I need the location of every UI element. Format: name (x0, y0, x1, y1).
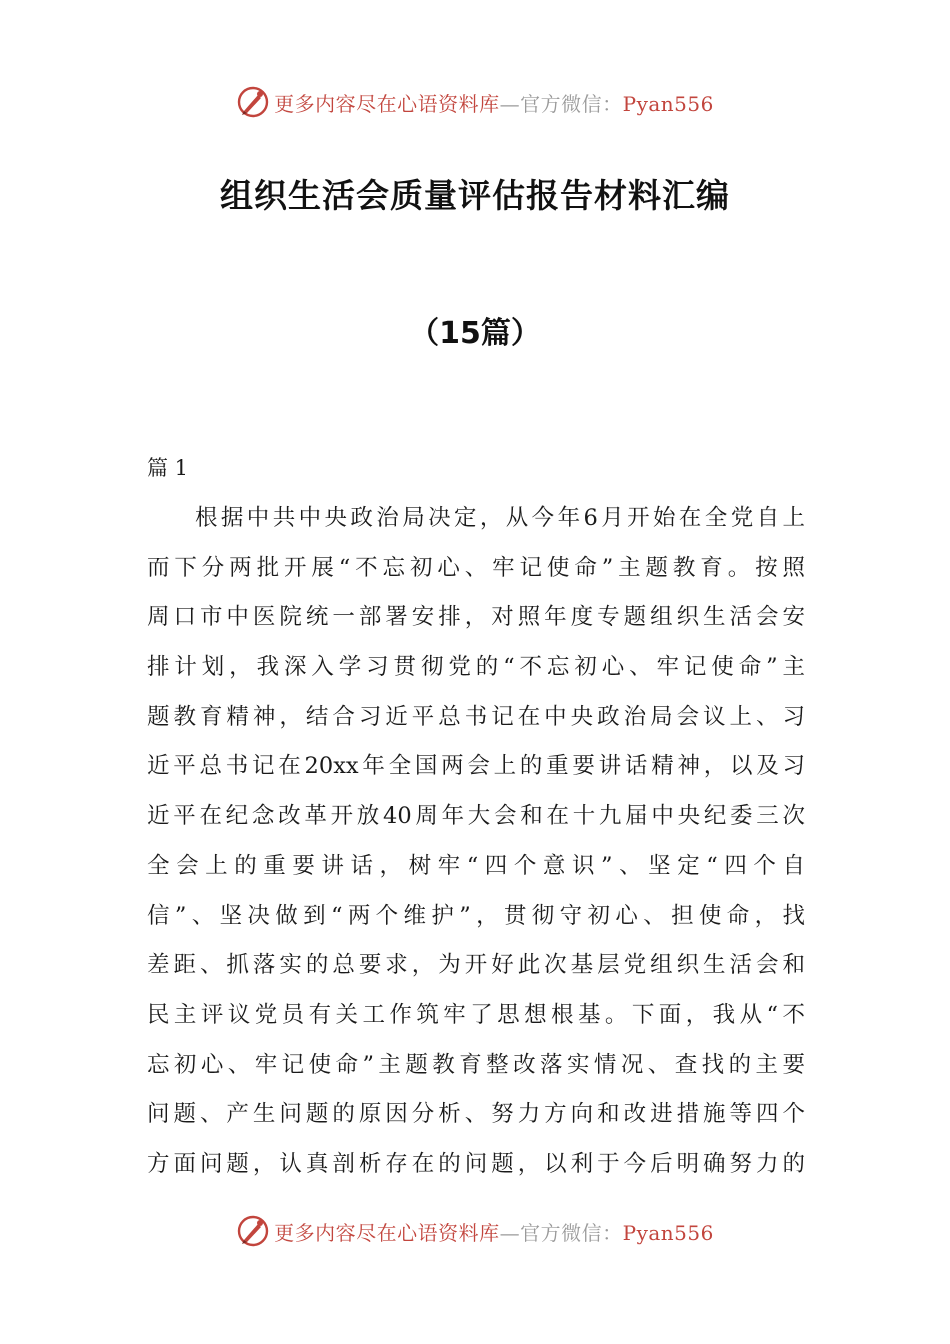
paragraph-line: 忘初心、牢记使命”主题教育整改落实情况、查找的主要 (147, 1051, 805, 1078)
paragraph-line: 而下分两批开展“不忘初心、牢记使命”主题教育。按照 (147, 554, 805, 581)
paragraph-line: 差距、抓落实的总要求，为开好此次基层党组织生活会和 (147, 952, 805, 979)
paragraph-line: 周口市中医院统一部署安排，对照年度专题组织生活会安 (147, 604, 805, 631)
document-title: 组织生活会质量评估报告材料汇编 (220, 176, 730, 215)
header-banner (0, 82, 950, 122)
pen-logo-icon (236, 85, 270, 119)
pen-logo-icon (236, 1214, 270, 1248)
paragraph-line: 近平在纪念改革开放40周年大会和在十九届中央纪委三次 (147, 803, 805, 830)
document-subtitle: （15篇） (409, 316, 541, 351)
paragraph-line: 信”、坚决做到“两个维护”，贯彻守初心、担使命，找 (147, 902, 805, 929)
paragraph-line: 方面问题，认真剖析存在的问题，以利于今后明确努力的 (147, 1150, 805, 1177)
paragraph-line: 民主评议党员有关工作筑牢了思想根基。下面，我从“不 (147, 1001, 805, 1028)
footer-banner-text: 更多内容尽在心语资料库—官方微信：Pyan556 (274, 1220, 714, 1245)
footer-banner (0, 1211, 950, 1251)
body-paragraph (147, 494, 805, 1190)
paragraph-line: 近平总书记在20xx年全国两会上的重要讲话精神，以及习 (147, 753, 805, 780)
section-label: 篇 1 (147, 456, 189, 480)
paragraph-line: 题教育精神，结合习近平总书记在中央政治局会议上、习 (147, 703, 805, 730)
paragraph-line: 根据中共中央政治局决定，从今年6月开始在全党自上 (195, 505, 805, 531)
paragraph-line: 问题、产生问题的原因分析、努力方向和改进措施等四个 (147, 1101, 805, 1128)
paragraph-line: 全会上的重要讲话，树牢“四个意识”、坚定“四个自 (147, 852, 805, 879)
header-banner-text: 更多内容尽在心语资料库—官方微信：Pyan556 (274, 91, 714, 116)
paragraph-line: 排计划，我深入学习贯彻党的“不忘初心、牢记使命”主 (147, 654, 805, 681)
